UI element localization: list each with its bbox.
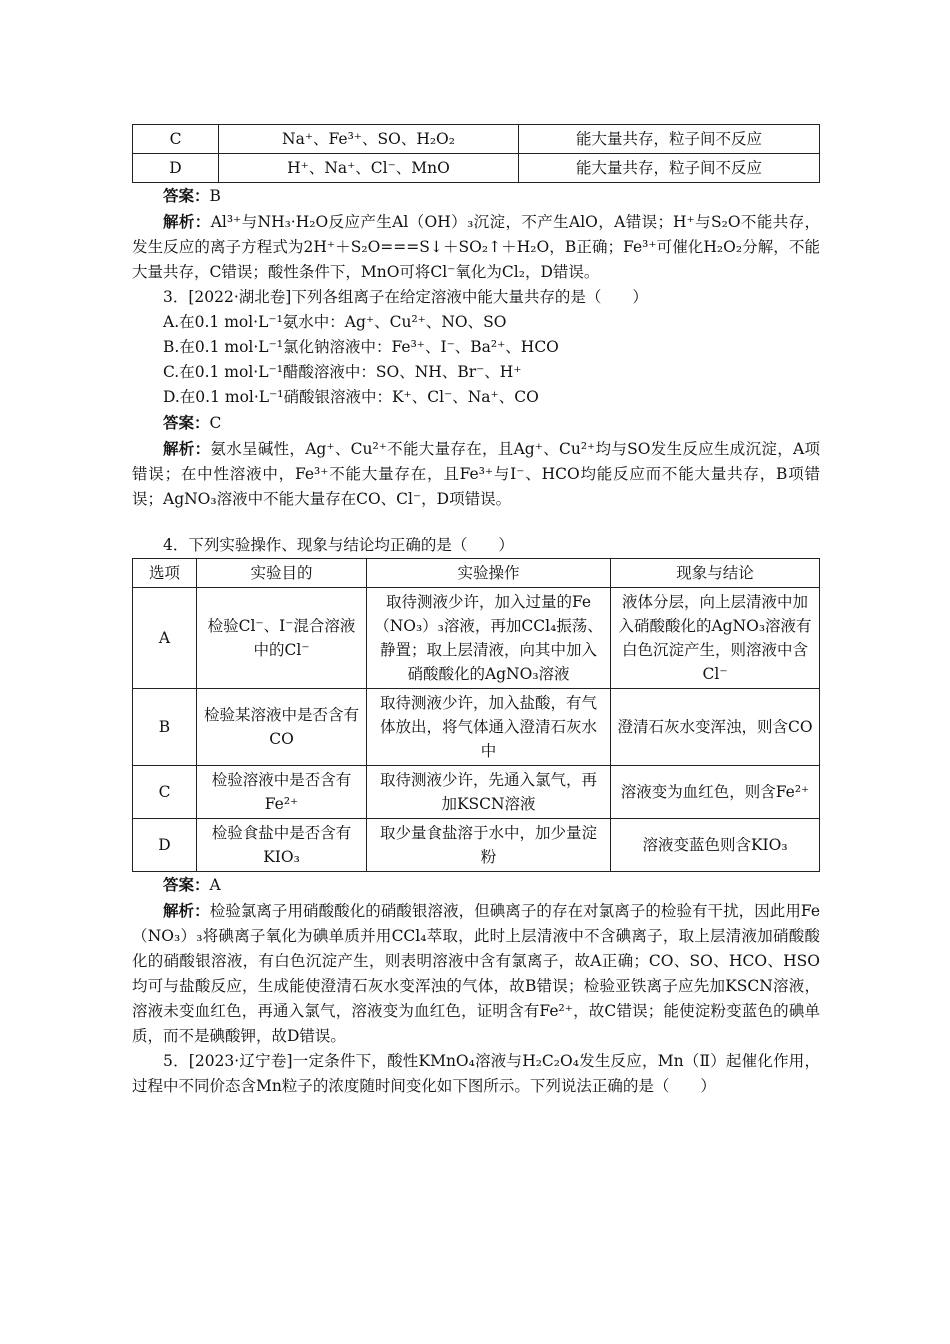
table-cell: 液体分层，向上层清液中加入硝酸酸化的AgNO₃溶液有白色沉淀产生，则溶液中含Cl⁻	[611, 588, 820, 689]
table-header: 实验目的	[197, 559, 367, 588]
table-cell: 取待测液少许，加入盐酸，有气体放出，将气体通入澄清石灰水中	[367, 689, 611, 766]
document-page	[132, 124, 820, 1099]
ion-table-continued	[132, 124, 820, 183]
table-cell: B	[133, 689, 197, 766]
table-header-row	[133, 559, 820, 588]
table-row	[133, 689, 820, 766]
table-cell: 溶液变蓝色则含KIO₃	[611, 819, 820, 872]
table-cell: Na⁺、Fe³⁺、SO、H₂O₂	[219, 125, 519, 154]
q4-stem: 4．下列实验操作、现象与结论均正确的是（ ）	[163, 536, 514, 554]
table-header: 现象与结论	[611, 559, 820, 588]
table-cell: C	[133, 125, 219, 154]
q2-answer: 答案：B	[163, 186, 221, 205]
q4-analysis: 解析：检验氯离子用硝酸酸化的硝酸银溶液，但碘离子的存在对氯离子的检验有干扰，因此用Fe（NO₃）₃将碘离子氧化为碘单质并用CCl₄萃取，此时上层清液中不含碘离子，取上层清液加硝酸酸化的硝酸银溶液，有白色沉淀产生，则表明溶液中含有氯离子，故A正确；CO、SO、HCO、HSO均可与盐酸反应，生成能使澄清石灰水变浑浊的气体，故B错误；检验亚铁离子应先加KSCN溶液，溶液未变血红色，再通入氯气，溶液变为血红色，证明含有Fe²⁺，故C错误；能使淀粉变蓝色的碘单质，而不是碘酸钾，故D错误。	[132, 901, 820, 1045]
table-cell: 检验某溶液中是否含有CO	[197, 689, 367, 766]
table-cell: 检验食盐中是否含有KIO₃	[197, 819, 367, 872]
q3-option-b: B.在0.1 mol·L⁻¹氯化钠溶液中：Fe³⁺、I⁻、Ba²⁺、HCO	[163, 338, 559, 356]
q3-option-d: D.在0.1 mol·L⁻¹硝酸银溶液中：K⁺、Cl⁻、Na⁺、CO	[163, 388, 539, 406]
table-cell: C	[133, 766, 197, 819]
experiment-table	[132, 558, 820, 872]
q2-analysis: 解析：Al³⁺与NH₃·H₂O反应产生Al（OH）₃沉淀，不产生AlO，A错误；H⁺与S₂O不能共存，发生反应的离子方程式为2H⁺＋S₂O===S↓＋SO₂↑＋H₂O，B正确；Fe³⁺可催化H₂O₂分解，不能大量共存，C错误；酸性条件下，MnO可将Cl⁻氧化为Cl₂，D错误。	[132, 212, 820, 281]
table-header: 实验操作	[367, 559, 611, 588]
table-row	[133, 588, 820, 689]
table-cell: 能大量共存，粒子间不反应	[519, 154, 820, 183]
q5-stem: 5．[2023·辽宁卷]一定条件下，酸性KMnO₄溶液与H₂C₂O₄发生反应，Mn（Ⅱ）起催化作用，过程中不同价态含Mn粒子的浓度随时间变化如下图所示。下列说法正确的是（ ）	[132, 1052, 820, 1095]
q3-option-c: C.在0.1 mol·L⁻¹醋酸溶液中：SO、NH、Br⁻、H⁺	[163, 363, 522, 381]
table-cell: H⁺、Na⁺、Cl⁻、MnO	[219, 154, 519, 183]
table-cell: 检验Cl⁻、I⁻混合溶液中的Cl⁻	[197, 588, 367, 689]
q4-answer: 答案：A	[163, 875, 221, 894]
table-row	[133, 766, 820, 819]
table-cell: D	[133, 154, 219, 183]
table-cell: D	[133, 819, 197, 872]
table-row	[133, 819, 820, 872]
table-cell: 澄清石灰水变浑浊，则含CO	[611, 689, 820, 766]
q3-option-a: A.在0.1 mol·L⁻¹氨水中：Ag⁺、Cu²⁺、NO、SO	[163, 313, 507, 331]
table-cell: 溶液变为血红色，则含Fe²⁺	[611, 766, 820, 819]
table-row	[133, 154, 820, 183]
table-cell: 取少量食盐溶于水中，加少量淀粉	[367, 819, 611, 872]
q3-stem: 3．[2022·湖北卷]下列各组离子在给定溶液中能大量共存的是（ ）	[163, 288, 648, 306]
table-cell: 取待测液少许，先通入氯气，再加KSCN溶液	[367, 766, 611, 819]
table-cell: A	[133, 588, 197, 689]
table-cell: 取待测液少许，加入过量的Fe（NO₃）₃溶液，再加CCl₄振荡、静置；取上层清液，向其中加入硝酸酸化的AgNO₃溶液	[367, 588, 611, 689]
table-row	[133, 125, 820, 154]
table-header: 选项	[133, 559, 197, 588]
table-cell: 检验溶液中是否含有Fe²⁺	[197, 766, 367, 819]
q3-answer: 答案：C	[163, 413, 222, 432]
q3-analysis: 解析：氨水呈碱性，Ag⁺、Cu²⁺不能大量存在，且Ag⁺、Cu²⁺均与SO发生反应生成沉淀，A项错误；在中性溶液中，Fe³⁺不能大量存在，且Fe³⁺与I⁻、HCO均能反应而不能大量共存，B项错误；AgNO₃溶液中不能大量存在CO、Cl⁻，D项错误。	[132, 439, 820, 508]
table-cell: 能大量共存，粒子间不反应	[519, 125, 820, 154]
